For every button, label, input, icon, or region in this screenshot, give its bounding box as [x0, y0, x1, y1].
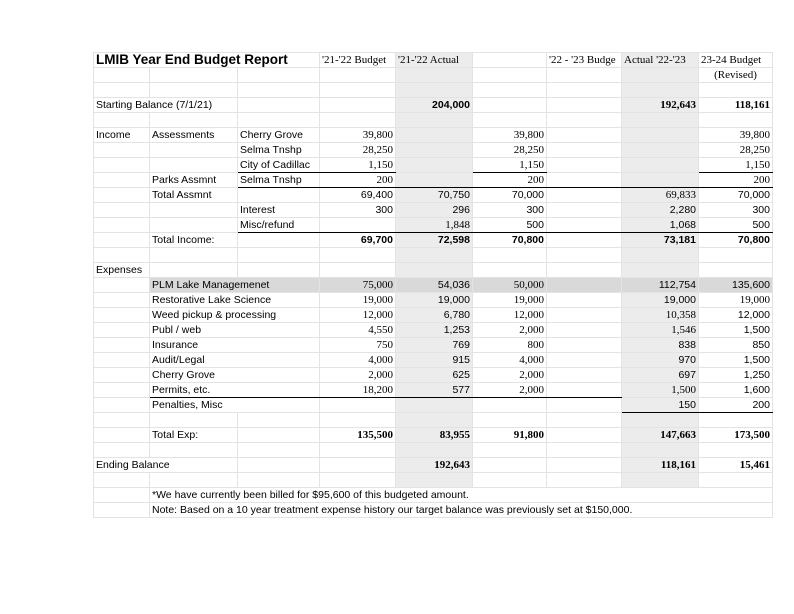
cell-actual-22-23: [622, 143, 699, 158]
starting-balance-label: Starting Balance (7/1/21): [94, 98, 238, 113]
cell-actual-21-22: 6,780: [396, 308, 473, 323]
table-row: [94, 308, 773, 323]
cell-budget-21-22: 69,400: [320, 188, 396, 203]
cell-actual-21-22: 769: [396, 338, 473, 353]
table-row: [94, 173, 773, 188]
expense-label: Weed pickup & processing: [150, 308, 320, 323]
table-row: [94, 128, 773, 143]
cell-actual-22-23: 73,181: [622, 233, 699, 248]
cell-budget-23-24: 39,800: [699, 128, 773, 143]
col-header-actual-22-23: Actual '22-'23: [622, 53, 699, 68]
cell-actual-22-23: 150: [622, 398, 699, 413]
cell-actual-22-23: 1,068: [622, 218, 699, 233]
cell-actual-22-23: 697: [622, 368, 699, 383]
total-exp-row: [94, 428, 773, 443]
expense-label: PLM Lake Managemenet: [150, 278, 320, 293]
cell-budget-21-22: [320, 218, 396, 233]
cell-budget-22-23: 12,000: [473, 308, 547, 323]
cell-budget-21-22: 12,000: [320, 308, 396, 323]
expense-label: Insurance: [150, 338, 320, 353]
note-row: [94, 488, 773, 503]
cell-budget-23-24: 70,000: [699, 188, 773, 203]
cell-budget-21-22: 1,150: [320, 158, 396, 173]
cell-actual-22-23: 1,546: [622, 323, 699, 338]
header-row: [94, 53, 773, 68]
cell-budget-23-24: 12,000: [699, 308, 773, 323]
cell-actual-21-22: [396, 128, 473, 143]
col-header-actual-21-22: '21-'22 Actual: [396, 53, 473, 68]
table-row: [94, 323, 773, 338]
cell-budget-22-23: 91,800: [473, 428, 547, 443]
cell-budget-21-22: 4,000: [320, 353, 396, 368]
cell-budget-22-23: 800: [473, 338, 547, 353]
cell-budget-21-22: 69,700: [320, 233, 396, 248]
cell-actual-22-23: 1,500: [622, 383, 699, 398]
cell-budget-23-24: 1,500: [699, 353, 773, 368]
table-row: [94, 293, 773, 308]
cell-budget-21-22: 28,250: [320, 143, 396, 158]
cell-actual-22-23: 19,000: [622, 293, 699, 308]
table-row: [94, 158, 773, 173]
cell-budget-23-24: 70,800: [699, 233, 773, 248]
cell-budget-22-23: 39,800: [473, 128, 547, 143]
cell-budget-21-22: 135,500: [320, 428, 396, 443]
cell-budget-22-23: 2,000: [473, 323, 547, 338]
cell-budget-21-22: 75,000: [320, 278, 396, 293]
header-row-2: [94, 68, 773, 83]
cell-actual-21-22: 296: [396, 203, 473, 218]
table-row: [94, 203, 773, 218]
col-header-budget-23-24-sub: (Revised): [699, 68, 773, 83]
cell-budget-23-24: 19,000: [699, 293, 773, 308]
assessments-label: Assessments: [150, 128, 238, 143]
cell-actual-21-22: 72,598: [396, 233, 473, 248]
cell-actual-21-22: 83,955: [396, 428, 473, 443]
row-sublabel: Cherry Grove: [238, 128, 320, 143]
ending-actual-22-23: 118,161: [622, 458, 699, 473]
cell-budget-21-22: 750: [320, 338, 396, 353]
cell-budget-23-24: 500: [699, 218, 773, 233]
ending-budget-23-24: 15,461: [699, 458, 773, 473]
cell-actual-21-22: 577: [396, 383, 473, 398]
cell-budget-23-24: 200: [699, 173, 773, 188]
total-income-row: [94, 233, 773, 248]
cell-budget-23-24: 135,600: [699, 278, 773, 293]
cell-actual-22-23: [622, 158, 699, 173]
total-assmnt-label: Total Assmnt: [150, 188, 238, 203]
ending-balance-row: [94, 458, 773, 473]
cell-budget-22-23: 1,150: [473, 158, 547, 173]
cell-actual-22-23: 69,833: [622, 188, 699, 203]
cell-actual-22-23: 147,663: [622, 428, 699, 443]
cell-budget-21-22: [320, 398, 396, 413]
total-assmnt-row: [94, 188, 773, 203]
cell-budget-22-23: 50,000: [473, 278, 547, 293]
table-row: [94, 353, 773, 368]
cell-budget-23-24: 1,150: [699, 158, 773, 173]
table-row: [94, 368, 773, 383]
note-billed: *We have currently been billed for $95,600 of this budgeted amount.: [150, 488, 773, 503]
row-sublabel: Misc/refund: [238, 218, 320, 233]
cell-actual-21-22: [396, 143, 473, 158]
expense-label: Permits, etc.: [150, 383, 320, 398]
expense-label: Publ / web: [150, 323, 320, 338]
cell-budget-22-23: 70,000: [473, 188, 547, 203]
budget-spreadsheet: [93, 52, 773, 518]
expenses-section-label: Expenses: [94, 263, 150, 278]
cell-budget-23-24: 1,500: [699, 323, 773, 338]
cell-budget-21-22: 4,550: [320, 323, 396, 338]
starting-budget-23-24: 118,161: [699, 98, 773, 113]
col-header-budget-23-24: 23-24 Budget: [699, 53, 773, 68]
note-target-balance: Note: Based on a 10 year treatment expense history our target balance was previously set at $150,000.: [150, 503, 773, 518]
cell-actual-22-23: 112,754: [622, 278, 699, 293]
cell-budget-22-23: 19,000: [473, 293, 547, 308]
cell-actual-22-23: 970: [622, 353, 699, 368]
cell-budget-21-22: 19,000: [320, 293, 396, 308]
cell-actual-22-23: 10,358: [622, 308, 699, 323]
expense-label: Penalties, Misc: [150, 398, 320, 413]
cell-budget-22-23: 500: [473, 218, 547, 233]
cell-budget-21-22: 300: [320, 203, 396, 218]
cell-actual-21-22: [396, 158, 473, 173]
table-row: [94, 398, 773, 413]
parks-assmnt-label: Parks Assmnt: [150, 173, 238, 188]
cell-budget-23-24: 850: [699, 338, 773, 353]
expense-label: Cherry Grove: [150, 368, 320, 383]
cell-actual-21-22: 915: [396, 353, 473, 368]
ending-actual-21-22: 192,643: [396, 458, 473, 473]
income-section-label: Income: [94, 128, 150, 143]
total-exp-label: Total Exp:: [150, 428, 238, 443]
starting-balance-row: [94, 98, 773, 113]
cell-actual-21-22: 1,848: [396, 218, 473, 233]
cell-actual-22-23: [622, 128, 699, 143]
table-row: [94, 278, 773, 293]
cell-budget-22-23: 200: [473, 173, 547, 188]
cell-budget-22-23: 28,250: [473, 143, 547, 158]
cell-budget-22-23: 70,800: [473, 233, 547, 248]
report-title: LMIB Year End Budget Report: [94, 53, 320, 68]
cell-budget-21-22: 2,000: [320, 368, 396, 383]
cell-budget-23-24: 1,250: [699, 368, 773, 383]
row-sublabel: Interest: [238, 203, 320, 218]
starting-actual-21-22: 204,000: [396, 98, 473, 113]
row-sublabel: Selma Tnshp: [238, 173, 320, 188]
expenses-section-row: [94, 263, 773, 278]
cell-budget-21-22: 200: [320, 173, 396, 188]
cell-budget-21-22: 18,200: [320, 383, 396, 398]
cell-actual-21-22: 625: [396, 368, 473, 383]
cell-budget-22-23: [473, 398, 547, 413]
cell-budget-23-24: 28,250: [699, 143, 773, 158]
table-row: [94, 383, 773, 398]
row-sublabel: City of Cadillac: [238, 158, 320, 173]
expense-label: Restorative Lake Science: [150, 293, 320, 308]
cell-budget-23-24: 173,500: [699, 428, 773, 443]
cell-actual-21-22: [396, 398, 473, 413]
cell-budget-22-23: 2,000: [473, 368, 547, 383]
starting-actual-22-23: 192,643: [622, 98, 699, 113]
cell-budget-23-24: 200: [699, 398, 773, 413]
cell-actual-21-22: 70,750: [396, 188, 473, 203]
expense-label: Audit/Legal: [150, 353, 320, 368]
cell-actual-22-23: 2,280: [622, 203, 699, 218]
col-header-budget-21-22: '21-'22 Budget: [320, 53, 396, 68]
cell-budget-22-23: 2,000: [473, 383, 547, 398]
cell-budget-22-23: 300: [473, 203, 547, 218]
cell-budget-23-24: 300: [699, 203, 773, 218]
note-row: [94, 503, 773, 518]
cell-actual-21-22: [396, 173, 473, 188]
total-income-label: Total Income:: [150, 233, 238, 248]
cell-actual-22-23: 838: [622, 338, 699, 353]
cell-budget-22-23: 4,000: [473, 353, 547, 368]
cell-actual-22-23: [622, 173, 699, 188]
ending-balance-label: Ending Balance: [94, 458, 238, 473]
cell-budget-21-22: 39,800: [320, 128, 396, 143]
table-row: [94, 338, 773, 353]
row-sublabel: Selma Tnshp: [238, 143, 320, 158]
cell-actual-21-22: 54,036: [396, 278, 473, 293]
cell-actual-21-22: 19,000: [396, 293, 473, 308]
table-row: [94, 143, 773, 158]
cell-actual-21-22: 1,253: [396, 323, 473, 338]
col-header-budget-22-23: '22 - '23 Budge: [547, 53, 622, 68]
table-row: [94, 218, 773, 233]
cell-budget-23-24: 1,600: [699, 383, 773, 398]
